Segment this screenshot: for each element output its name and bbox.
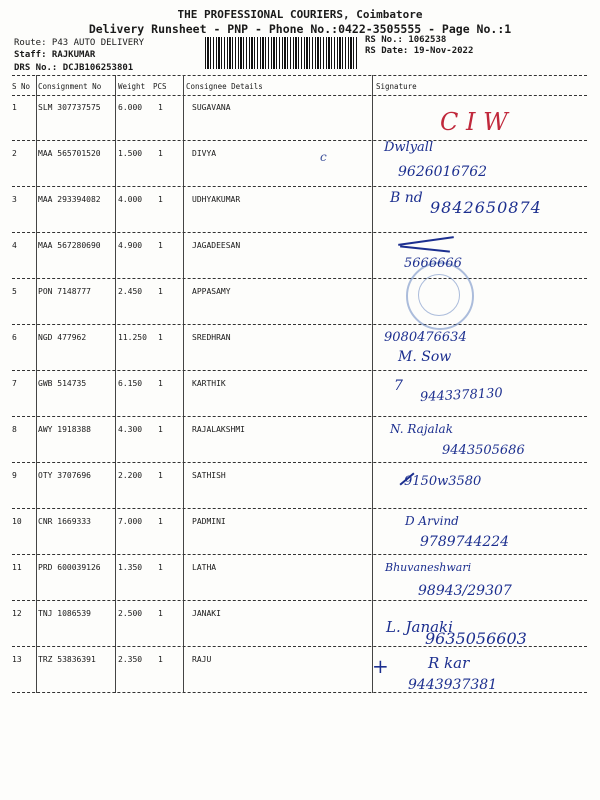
row-sno: 5 xyxy=(12,287,17,296)
row-pcs: 1 xyxy=(158,655,163,664)
row-consignee: RAJU xyxy=(192,655,212,664)
row-sno: 9 xyxy=(12,471,17,480)
col-header-signature: Signature xyxy=(376,82,417,91)
row-sno: 11 xyxy=(12,563,22,572)
delivery-stamp xyxy=(406,262,474,330)
phone-handwritten: 9150w3580 xyxy=(404,474,482,489)
row-weight: 6.000 xyxy=(118,103,143,112)
row-consignment-no: MAA 567280690 xyxy=(38,241,101,250)
phone-handwritten: 9443378130 xyxy=(419,385,504,406)
page-subtitle: Delivery Runsheet - PNP - Phone No.:0422-3505555 - Page No.:1 xyxy=(88,22,512,36)
row-divider xyxy=(12,600,587,601)
row-weight: 4.900 xyxy=(118,241,143,250)
row-consignment-no: CNR 1669333 xyxy=(38,517,91,526)
col-header-sno: S No xyxy=(12,82,31,91)
phone-handwritten: 9443937381 xyxy=(408,677,498,693)
row-pcs: 1 xyxy=(158,195,163,204)
signature: 7 xyxy=(394,378,403,394)
row-weight: 2.450 xyxy=(118,287,143,296)
col-header-consignee: Consignee Details xyxy=(186,82,263,91)
row-consignee: DIVYA xyxy=(192,149,217,158)
row-weight: 2.350 xyxy=(118,655,143,664)
row-weight: 11.250 xyxy=(118,333,147,342)
rs-date: RS Date: 19-Nov-2022 xyxy=(365,46,474,56)
signature: B nd xyxy=(390,190,423,206)
row-divider xyxy=(12,692,587,693)
barcode xyxy=(205,37,357,69)
row-pcs: 1 xyxy=(158,471,163,480)
row-consignment-no: PON 7148777 xyxy=(38,287,91,296)
row-weight: 4.000 xyxy=(118,195,143,204)
row-consignment-no: GWB 514735 xyxy=(38,379,87,388)
row-pcs: 1 xyxy=(158,103,163,112)
phone-handwritten: 9842650874 xyxy=(430,198,542,217)
row-consignment-no: MAA 565701520 xyxy=(38,149,101,158)
row-consignee: UDHYAKUMAR xyxy=(192,195,241,204)
row-pcs: 1 xyxy=(158,609,163,618)
signature: Bhuvaneshwari xyxy=(385,561,472,574)
row-divider xyxy=(12,370,587,371)
phone-handwritten: 9789744224 xyxy=(420,534,510,550)
row-sno: 13 xyxy=(12,655,22,664)
row-pcs: 1 xyxy=(158,149,163,158)
row-weight: 6.150 xyxy=(118,379,143,388)
route-label: Route: P43 AUTO DELIVERY xyxy=(14,38,145,48)
row-sno: 3 xyxy=(12,195,17,204)
rs-number: RS No.: 1062538 xyxy=(365,35,447,45)
row-weight: 7.000 xyxy=(118,517,143,526)
row-divider xyxy=(12,186,587,187)
col-header-weight: Weight xyxy=(118,82,146,91)
signature: M. Sow xyxy=(398,349,452,365)
phone-handwritten: 9443505686 xyxy=(442,443,525,458)
row-pcs: 1 xyxy=(158,333,163,342)
drs-number: DRS No.: DCJB106253801 xyxy=(14,63,134,73)
divider xyxy=(12,95,587,96)
row-consignment-no: PRD 600039126 xyxy=(38,563,101,572)
row-sno: 7 xyxy=(12,379,17,388)
row-consignee: RAJALAKSHMI xyxy=(192,425,245,434)
row-weight: 4.300 xyxy=(118,425,143,434)
row-consignee: SUGAVANA xyxy=(192,103,231,112)
tick-mark: + xyxy=(372,654,389,678)
row-weight: 2.200 xyxy=(118,471,143,480)
row-sno: 1 xyxy=(12,103,17,112)
phone-handwritten: 9626016762 xyxy=(398,164,488,180)
row-consignment-no: NGD 477962 xyxy=(38,333,87,342)
row-consignee: LATHA xyxy=(192,563,217,572)
row-consignee: PADMINI xyxy=(192,517,226,526)
row-sno: 4 xyxy=(12,241,17,250)
row-sno: 8 xyxy=(12,425,17,434)
row-consignee: SREDHRAN xyxy=(192,333,231,342)
divider xyxy=(12,75,587,76)
row-divider xyxy=(12,508,587,509)
row-consignment-no: TNJ 1086539 xyxy=(38,609,91,618)
row-divider xyxy=(12,416,587,417)
signature: R kar xyxy=(428,654,470,672)
row-weight: 1.350 xyxy=(118,563,143,572)
page-title: THE PROFESSIONAL COURIERS, Coimbatore xyxy=(177,8,423,21)
row-pcs: 1 xyxy=(158,241,163,250)
row-pcs: 1 xyxy=(158,379,163,388)
signature: N. Rajalak xyxy=(390,422,453,436)
signature: L. Janaki xyxy=(386,618,453,636)
row-pcs: 1 xyxy=(158,517,163,526)
row-consignee: JAGADEESAN xyxy=(192,241,241,250)
row-consignee: JANAKI xyxy=(192,609,221,618)
phone-handwritten: 9635056603 xyxy=(425,629,527,648)
scratch-mark xyxy=(400,245,450,252)
tick-mark: c xyxy=(320,150,327,164)
scratch-mark xyxy=(398,236,454,246)
row-sno: 2 xyxy=(12,149,17,158)
row-divider xyxy=(12,140,587,141)
row-divider xyxy=(12,324,587,325)
row-divider xyxy=(12,462,587,463)
row-consignee: APPASAMY xyxy=(192,287,231,296)
phone-handwritten: 9080476634 xyxy=(384,330,467,345)
row-consignee: SATHISH xyxy=(192,471,226,480)
row-consignment-no: OTY 3707696 xyxy=(38,471,91,480)
row-sno: 12 xyxy=(12,609,22,618)
row-divider xyxy=(12,232,587,233)
phone-handwritten: 5666666 xyxy=(404,256,462,271)
signature: Dwlyall xyxy=(384,140,434,155)
row-consignment-no: AWY 1918388 xyxy=(38,425,91,434)
row-sno: 10 xyxy=(12,517,22,526)
row-sno: 6 xyxy=(12,333,17,342)
staff-label: Staff: RAJKUMAR xyxy=(14,50,96,60)
row-weight: 2.500 xyxy=(118,609,143,618)
signature: D Arvind xyxy=(405,514,459,528)
handwritten-mark: C I W xyxy=(440,108,508,136)
row-divider xyxy=(12,278,587,279)
row-consignee: KARTHIK xyxy=(192,379,226,388)
row-weight: 1.500 xyxy=(118,149,143,158)
row-pcs: 1 xyxy=(158,425,163,434)
row-consignment-no: SLM 307737575 xyxy=(38,103,101,112)
phone-handwritten: 98943/29307 xyxy=(418,583,512,599)
row-consignment-no: MAA 293394082 xyxy=(38,195,101,204)
row-divider xyxy=(12,554,587,555)
row-pcs: 1 xyxy=(158,287,163,296)
row-consignment-no: TRZ 53836391 xyxy=(38,655,96,664)
col-header-consignment: Consignment No xyxy=(38,82,102,91)
row-pcs: 1 xyxy=(158,563,163,572)
col-header-pcs: PCS xyxy=(153,82,167,91)
